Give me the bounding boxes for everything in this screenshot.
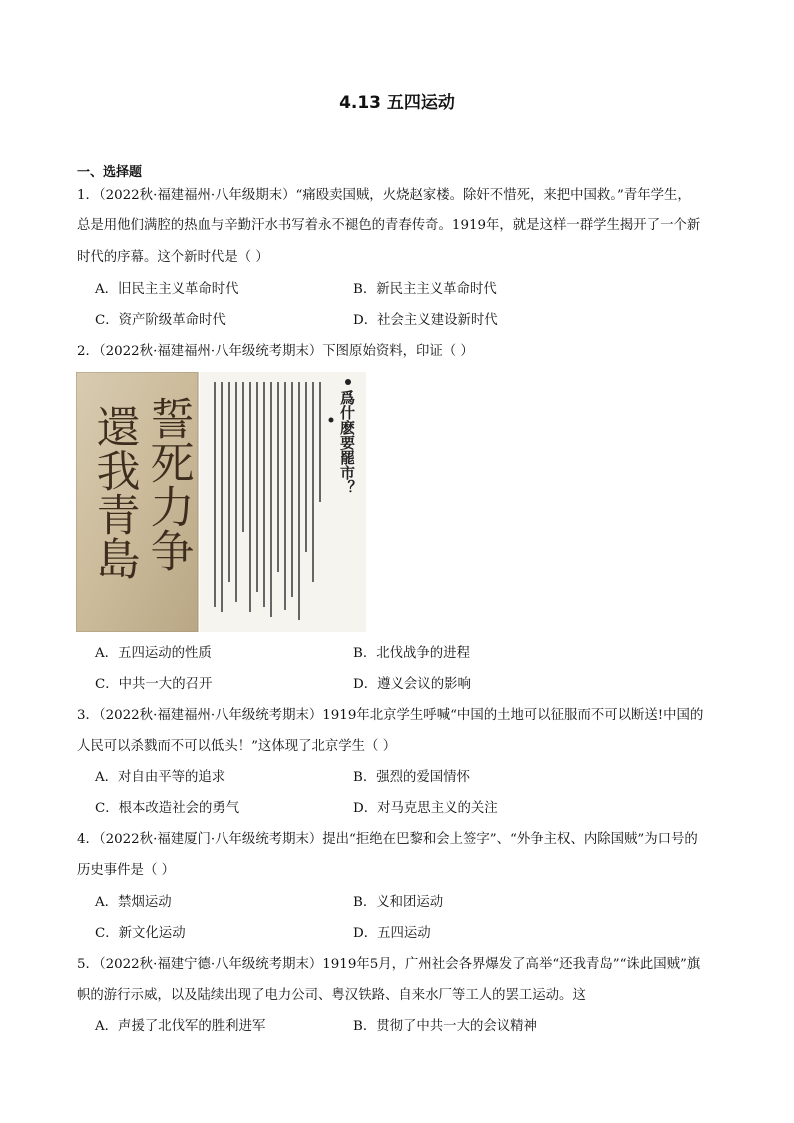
question-4-text: 4．（2022秋·福建厦门·八年级统考期末）提出“拒绝在巴黎和会上签字”、“外争主权、内除国贼”为口号的 [77, 832, 698, 847]
q4-option-c: C．新文化运动 [95, 926, 186, 941]
q2-option-b: B．北伐战争的进程 [353, 646, 470, 661]
banner-right-text: 誓死力争 [142, 396, 194, 572]
banner-left-text: 還我青島 [88, 404, 140, 580]
q3-option-d: D．对马克思主义的关注 [353, 801, 498, 816]
section-heading: 一、选择题 [77, 165, 143, 180]
question-4-text: 历史事件是（ ） [77, 863, 175, 878]
question-5-text: 帜的游行示威，以及陆续出现了电力公司、粤汉铁路、自来水厂等工人的罢工运动。这 [77, 988, 586, 1003]
page-title: 4.13 五四运动 [339, 93, 455, 113]
question-1-text: 时代的序幕。这个新时代是（ ） [77, 250, 269, 265]
question-3-text: 3．（2022秋·福建福州·八年级统考期末）1919年北京学生呼喊“中国的土地可以征服而不可以断送!中国的 [77, 708, 704, 723]
q3-option-a: A．对自由平等的追求 [95, 770, 226, 785]
historical-photo-figure [76, 372, 366, 632]
question-5-text: 5．（2022秋·福建宁德·八年级统考期末）1919年5月，广州社会各界爆发了高举“还我青岛”“诛此国贼”旗 [77, 957, 701, 972]
question-2-text: 2．（2022秋·福建福州·八年级统考期末）下图原始资料，印证（ ） [77, 344, 474, 359]
q5-option-a: A．声援了北伐军的胜利进军 [95, 1019, 266, 1034]
q1-option-c: C．资产阶级革命时代 [95, 313, 226, 328]
question-3-text: 人民可以杀戮而不可以低头！”这体现了北京学生（ ） [77, 739, 397, 754]
q5-option-b: B．贯彻了中共一大的会议精神 [353, 1019, 537, 1034]
q1-option-b: B．新民主主义革命时代 [353, 282, 497, 297]
q2-option-a: A．五四运动的性质 [95, 646, 212, 661]
q1-option-a: A．旧民主主义革命时代 [95, 282, 239, 297]
leaflet-title: 爲什麽要罷市？ [338, 390, 356, 495]
question-1-text: 总是用他们满腔的热血与辛勤汗水书写着永不褪色的青春传奇。1919年，就是这样一群学生揭开了一个新 [77, 218, 701, 233]
q4-option-a: A．禁烟运动 [95, 895, 172, 910]
q4-option-b: B．义和团运动 [353, 895, 444, 910]
q2-option-c: C．中共一大的召开 [95, 677, 213, 692]
q1-option-d: D．社会主义建设新时代 [353, 313, 498, 328]
q3-option-b: B．强烈的爱国情怀 [353, 770, 470, 785]
q2-option-d: D．遵义会议的影响 [353, 677, 471, 692]
question-1-text: 1．（2022秋·福建福州·八年级期末）“痛殴卖国贼，火烧赵家楼。除奸不惜死，来把中国救。”青年学生， [77, 188, 691, 203]
q3-option-c: C．根本改造社会的勇气 [95, 801, 240, 816]
q4-option-d: D．五四运动 [353, 926, 431, 941]
